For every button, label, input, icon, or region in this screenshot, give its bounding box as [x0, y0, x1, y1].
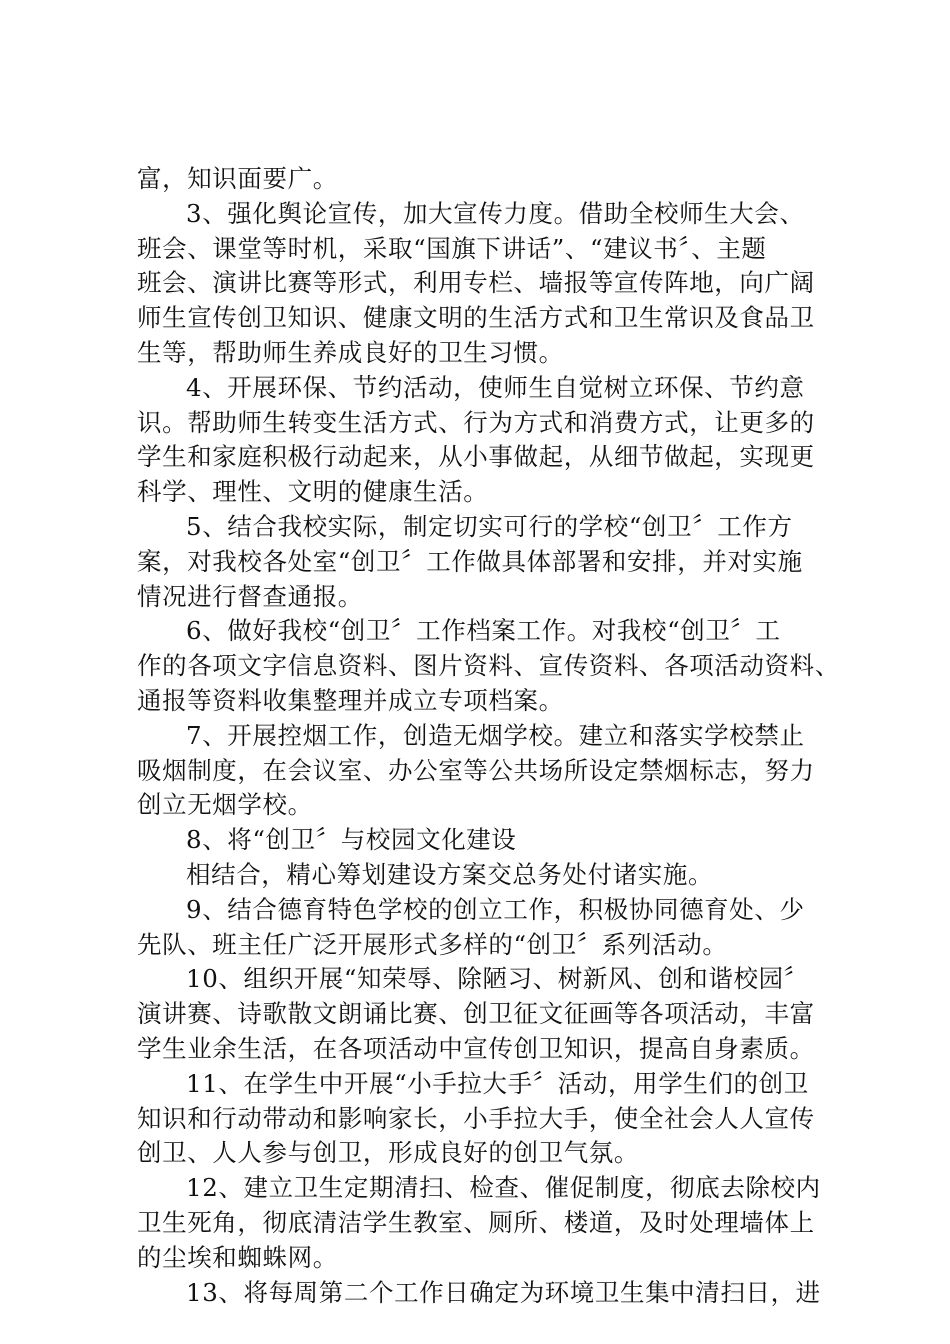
text-line: 创立无烟学校。	[137, 790, 313, 820]
paragraph-item-12	[137, 1171, 837, 1275]
paragraph-item-10	[137, 962, 837, 1066]
text-line: 情况进行督查通报。	[137, 581, 363, 611]
text-line: 识。帮助师生转变生活方式、行为方式和消费方式，让更多的	[137, 407, 815, 437]
text-line: 班会、演讲比赛等形式，利用专栏、墙报等宣传阵地，向广阔	[137, 268, 815, 298]
text-line: 8、将“创卫〞与校园文化建设	[186, 825, 517, 855]
text-line: 班会、课堂等时机，采取“国旗下讲话”、“建议书〞、主题	[137, 233, 767, 263]
text-line: 卫生死角，彻底清洁学生教室、厕所、楼道，及时处理墙体上	[137, 1207, 815, 1237]
text-line: 12、建立卫生定期清扫、检查、催促制度，彻底去除校内	[186, 1173, 821, 1203]
text-line: 13、将每周第二个工作日确定为环境卫生集中清扫日，进	[186, 1277, 821, 1307]
paragraph-item-11	[137, 1067, 837, 1171]
paragraph-item-3	[137, 197, 837, 371]
paragraph-item-7	[137, 719, 837, 823]
text-line: 生等，帮助师生养成良好的卫生习惯。	[137, 337, 564, 367]
paragraph-item-5	[137, 510, 837, 614]
text-line: 9、结合德育特色学校的创立工作，积极协同德育处、少	[186, 894, 805, 924]
text-line: 演讲赛、诗歌散文朗诵比赛、创卫征文征画等各项活动，丰富	[137, 999, 815, 1029]
text-line: 11、在学生中开展“小手拉大手〞活动，用学生们的创卫	[186, 1068, 809, 1098]
text-line: 科学、理性、文明的健康生活。	[137, 477, 489, 507]
text-line: 3、强化舆论宣传，加大宣传力度。借助全校师生大会、	[186, 198, 805, 228]
paragraph-continuation	[137, 162, 837, 197]
text-line: 相结合，精心筹划建设方案交总务处付诸实施。	[186, 859, 714, 889]
text-line: 通报等资料收集整理并成立专项档案。	[137, 685, 564, 715]
text-line: 先队、班主任广泛开展形式多样的“创卫〞系列活动。	[137, 929, 728, 959]
text-line: 的尘埃和蜘蛛网。	[137, 1242, 338, 1272]
text-line: 4、开展环保、节约活动，使师生自觉树立环保、节约意	[186, 372, 805, 402]
paragraph-item-4	[137, 371, 837, 510]
paragraph-item-6	[137, 614, 840, 718]
paragraph-item-9	[137, 893, 837, 963]
text-line: 学生和家庭积极行动起来，从小事做起，从细节做起，实现更	[137, 442, 815, 472]
document-page	[137, 162, 840, 1310]
text-line: 学生业余生活，在各项活动中宣传创卫知识，提高自身素质。	[137, 1033, 815, 1063]
text-line: 师生宣传创卫知识、健康文明的生活方式和卫生常识及食品卫	[137, 303, 815, 333]
text-line: 创卫、人人参与创卫，形成良好的创卫气氛。	[137, 1138, 639, 1168]
paragraph-item-13	[137, 1276, 837, 1311]
paragraph-item-8-continued	[137, 858, 837, 893]
paragraph-item-8	[137, 823, 837, 858]
text-line: 案，对我校各处室“创卫〞工作做具体部署和安排，并对实施	[137, 546, 803, 576]
text-line: 7、开展控烟工作，创造无烟学校。建立和落实学校禁止	[186, 720, 805, 750]
text-line: 吸烟制度，在会议室、办公室等公共场所设定禁烟标志，努力	[137, 755, 815, 785]
text-line: 5、结合我校实际，制定切实可行的学校“创卫〞工作方	[186, 511, 793, 541]
text-line: 10、组织开展“知荣辱、除陋习、树新风、创和谐校园〞	[186, 964, 809, 994]
text-line: 富，知识面要广。	[137, 164, 338, 193]
text-line: 知识和行动带动和影响家长，小手拉大手，使全社会人人宣传	[137, 1103, 815, 1133]
text-line: 6、做好我校“创卫〞工作档案工作。对我校“创卫〞工	[186, 616, 781, 646]
text-line: 作的各项文字信息资料、图片资料、宣传资料、各项活动资料、	[137, 651, 840, 681]
